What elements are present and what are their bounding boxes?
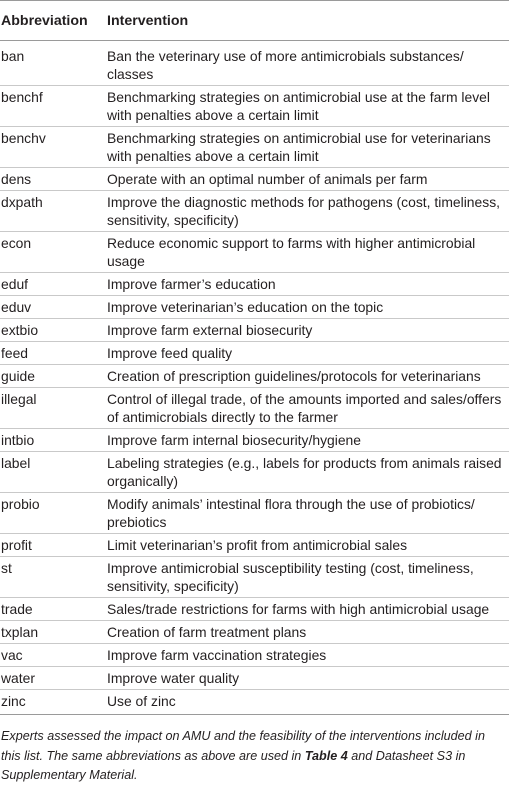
table-row (0, 41, 509, 86)
abbreviation-cell: benchf (0, 86, 106, 127)
abbreviation-cell: eduv (0, 296, 106, 319)
abbreviation-cell: econ (0, 232, 106, 273)
table-row (0, 342, 509, 365)
table-row (0, 388, 509, 429)
abbreviation-cell: water (0, 667, 106, 690)
abbreviation-cell: feed (0, 342, 106, 365)
intervention-cell: Improve farm internal biosecurity/hygiene (106, 429, 509, 452)
intervention-cell: Control of illegal trade, of the amounts imported and sales/offers of antimicrobials directly to the farmer (106, 388, 509, 429)
table-row (0, 365, 509, 388)
intervention-cell: Improve feed quality (106, 342, 509, 365)
intervention-cell: Labeling strategies (e.g., labels for products from animals raised organically) (106, 452, 509, 493)
abbreviation-cell: benchv (0, 127, 106, 168)
abbreviation-cell: profit (0, 534, 106, 557)
intervention-cell: Limit veterinarian’s profit from antimicrobial sales (106, 534, 509, 557)
abbreviation-cell: st (0, 557, 106, 598)
abbreviation-cell: zinc (0, 690, 106, 715)
abbreviation-cell: intbio (0, 429, 106, 452)
table-row (0, 319, 509, 342)
column-header-intervention: Intervention (106, 1, 509, 41)
intervention-cell: Improve veterinarian’s education on the topic (106, 296, 509, 319)
intervention-cell: Improve the diagnostic methods for pathogens (cost, timeliness, sensitivity, specificity) (106, 191, 509, 232)
table-footnote (0, 715, 509, 786)
table-row (0, 296, 509, 319)
intervention-cell: Benchmarking strategies on antimicrobial use at the farm level with penalties above a certain limit (106, 86, 509, 127)
table-row (0, 86, 509, 127)
table-row (0, 273, 509, 296)
intervention-cell: Improve farm external biosecurity (106, 319, 509, 342)
intervention-cell: Ban the veterinary use of more antimicrobials substances/ classes (106, 41, 509, 86)
abbreviation-cell: eduf (0, 273, 106, 296)
abbreviation-cell: vac (0, 644, 106, 667)
intervention-cell: Operate with an optimal number of animals per farm (106, 168, 509, 191)
intervention-cell: Improve farmer’s education (106, 273, 509, 296)
intervention-cell: Use of zinc (106, 690, 509, 715)
table-row (0, 644, 509, 667)
abbreviation-cell: trade (0, 598, 106, 621)
abbreviation-cell: label (0, 452, 106, 493)
table-row (0, 621, 509, 644)
column-header-abbreviation: Abbreviation (0, 1, 106, 41)
abbreviation-cell: probio (0, 493, 106, 534)
footnote-table-reference: Table 4 (304, 748, 348, 763)
table-row (0, 557, 509, 598)
abbreviation-cell: txplan (0, 621, 106, 644)
table-body (0, 41, 509, 715)
footnote-text-2: and Datasheet S3 in Supplementary Material. (1, 748, 466, 782)
abbreviation-cell: ban (0, 41, 106, 86)
table-row (0, 690, 509, 715)
intervention-cell: Improve water quality (106, 667, 509, 690)
intervention-cell: Benchmarking strategies on antimicrobial use for veterinarians with penalties above a certain limit (106, 127, 509, 168)
table-row (0, 452, 509, 493)
intervention-cell: Improve antimicrobial susceptibility testing (cost, timeliness, sensitivity, specificity) (106, 557, 509, 598)
table-header-row (0, 1, 509, 41)
table-row (0, 191, 509, 232)
abbreviation-cell: dxpath (0, 191, 106, 232)
footnote-text-1: Experts assessed the impact on AMU and the feasibility of the interventions included in this list. The same abbreviations as above are used in (1, 729, 485, 763)
abbreviation-cell: dens (0, 168, 106, 191)
table-row (0, 534, 509, 557)
intervention-cell: Sales/trade restrictions for farms with high antimicrobial usage (106, 598, 509, 621)
table-row (0, 168, 509, 191)
table-row (0, 232, 509, 273)
intervention-cell: Reduce economic support to farms with higher antimicrobial usage (106, 232, 509, 273)
abbreviation-cell: guide (0, 365, 106, 388)
intervention-cell: Improve farm vaccination strategies (106, 644, 509, 667)
intervention-cell: Creation of farm treatment plans (106, 621, 509, 644)
table-row (0, 493, 509, 534)
abbreviation-cell: extbio (0, 319, 106, 342)
abbreviation-cell: illegal (0, 388, 106, 429)
intervention-cell: Modify animals’ intestinal flora through the use of probiotics/ prebiotics (106, 493, 509, 534)
table-row (0, 667, 509, 690)
table-row (0, 127, 509, 168)
table-row (0, 598, 509, 621)
intervention-cell: Creation of prescription guidelines/protocols for veterinarians (106, 365, 509, 388)
table-row (0, 429, 509, 452)
